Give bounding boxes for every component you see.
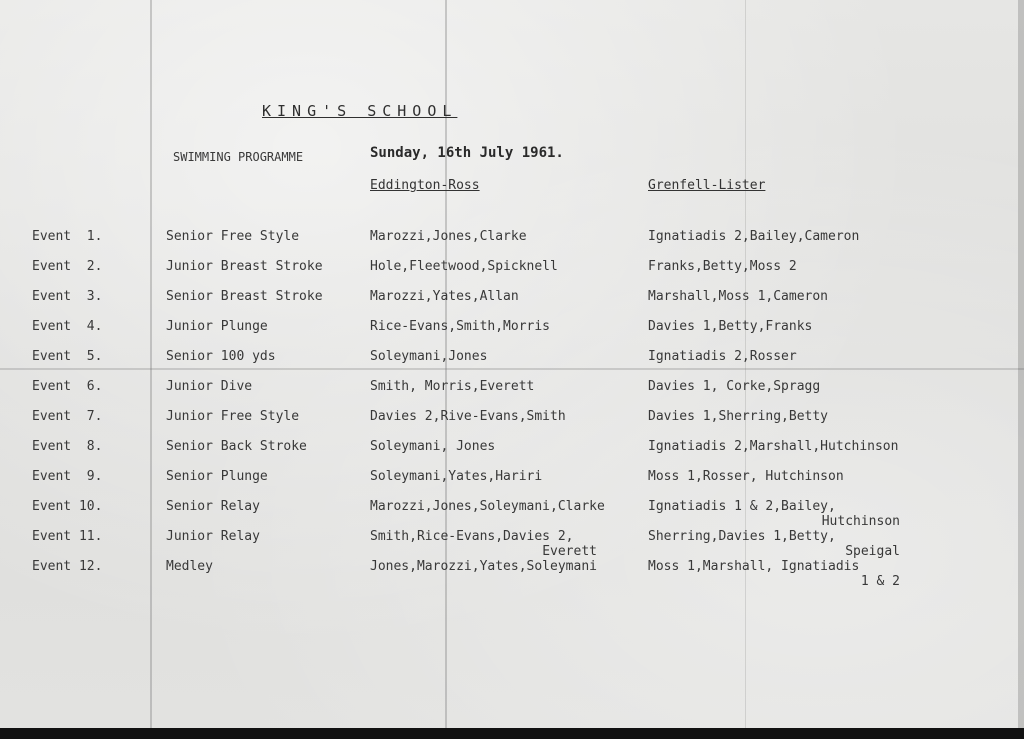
event-name: Medley [166, 559, 213, 574]
event-row [0, 319, 1000, 349]
grenfell-lister-entrants: Davies 1, Corke,Spragg [648, 379, 821, 394]
event-name: Senior Breast Stroke [166, 289, 323, 304]
eddington-ross-entrants: Soleymani,Jones [370, 349, 488, 364]
eddington-ross-entrants: Marozzi,Jones,Soleymani,Clarke [370, 499, 605, 514]
event-name: Junior Free Style [166, 409, 300, 424]
entrants-continuation: 1 & 2 [860, 574, 900, 589]
grenfell-lister-entrants: Davies 1,Sherring,Betty [648, 409, 829, 424]
event-name: Senior Plunge [166, 469, 268, 484]
event-row [0, 529, 1000, 559]
eddington-ross-entrants: Smith, Morris,Everett [370, 379, 535, 394]
entrants-continuation: Everett [542, 544, 597, 559]
event-number: Event 10. [32, 499, 103, 514]
scan-border [0, 728, 1024, 739]
event-name: Junior Plunge [166, 319, 268, 334]
event-row [0, 469, 1000, 499]
event-name: Senior Back Stroke [166, 439, 307, 454]
event-row [0, 559, 1000, 589]
event-number: Event 12. [32, 559, 103, 574]
eddington-ross-entrants: Marozzi,Jones,Clarke [370, 229, 527, 244]
house-heading-eddington-ross: Eddington-Ross [370, 178, 480, 193]
grenfell-lister-entrants: Sherring,Davies 1,Betty, Speigal [648, 529, 948, 559]
grenfell-lister-entrants: Ignatiadis 1 & 2,Bailey, Hutchinson [648, 499, 948, 529]
event-number: Event 7. [32, 409, 103, 424]
event-number: Event 11. [32, 529, 103, 544]
eddington-ross-entrants: Rice-Evans,Smith,Morris [370, 319, 551, 334]
eddington-ross-entrants: Jones,Marozzi,Yates,Soleymani [370, 559, 597, 574]
event-number: Event 2. [32, 259, 103, 274]
event-row [0, 289, 1000, 319]
event-name: Senior 100 yds [166, 349, 276, 364]
event-number: Event 8. [32, 439, 103, 454]
document-title: KING'S SCHOOL [262, 102, 458, 120]
event-name: Junior Dive [166, 379, 253, 394]
event-row [0, 439, 1000, 469]
event-row [0, 499, 1000, 529]
event-name: Junior Breast Stroke [166, 259, 323, 274]
event-number: Event 1. [32, 229, 103, 244]
eddington-ross-entrants: Soleymani,Yates,Hariri [370, 469, 543, 484]
event-number: Event 3. [32, 289, 103, 304]
grenfell-lister-entrants: Marshall,Moss 1,Cameron [648, 289, 829, 304]
eddington-ross-entrants: Davies 2,Rive-Evans,Smith [370, 409, 566, 424]
event-row [0, 229, 1000, 259]
document-date: Sunday, 16th July 1961. [370, 145, 564, 161]
event-row [0, 259, 1000, 289]
entrants-continuation: Speigal [845, 544, 900, 559]
event-row [0, 409, 1000, 439]
grenfell-lister-entrants: Davies 1,Betty,Franks [648, 319, 813, 334]
grenfell-lister-entrants: Ignatiadis 2,Marshall,Hutchinson [648, 439, 899, 454]
document-subtitle: SWIMMING PROGRAMME [173, 150, 304, 164]
event-row [0, 379, 1000, 409]
eddington-ross-entrants: Smith,Rice-Evans,Davies 2, Everett [370, 529, 645, 559]
eddington-ross-entrants: Marozzi,Yates,Allan [370, 289, 519, 304]
paper-edge [1018, 0, 1024, 739]
event-number: Event 4. [32, 319, 103, 334]
eddington-ross-entrants: Soleymani, Jones [370, 439, 496, 454]
event-number: Event 5. [32, 349, 103, 364]
grenfell-lister-entrants: Ignatiadis 2,Bailey,Cameron [648, 229, 860, 244]
event-name: Senior Free Style [166, 229, 300, 244]
grenfell-lister-entrants: Franks,Betty,Moss 2 [648, 259, 797, 274]
eddington-ross-entrants: Hole,Fleetwood,Spicknell [370, 259, 558, 274]
event-number: Event 6. [32, 379, 103, 394]
grenfell-lister-entrants: Moss 1,Rosser, Hutchinson [648, 469, 844, 484]
grenfell-lister-entrants: Moss 1,Marshall, Ignatiadis 1 & 2 [648, 559, 948, 589]
grenfell-lister-entrants: Ignatiadis 2,Rosser [648, 349, 797, 364]
entrants-continuation: Hutchinson [821, 514, 900, 529]
event-number: Event 9. [32, 469, 103, 484]
event-row [0, 349, 1000, 379]
event-name: Senior Relay [166, 499, 260, 514]
house-heading-grenfell-lister: Grenfell-Lister [648, 178, 766, 193]
event-name: Junior Relay [166, 529, 260, 544]
